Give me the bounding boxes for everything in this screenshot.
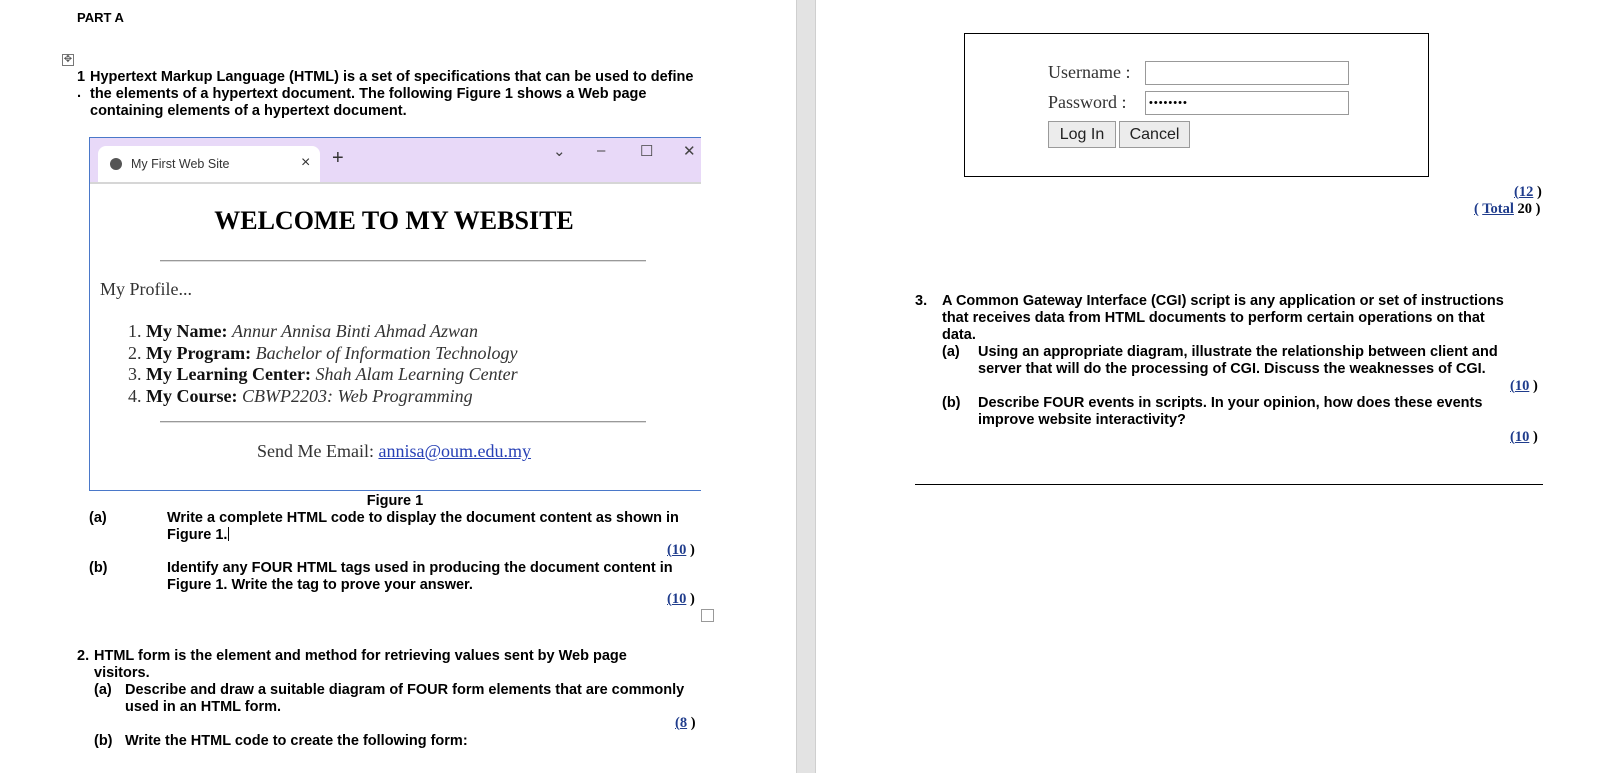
- q3a-marks: (10 ): [1510, 378, 1538, 394]
- q1-text-line-2: the elements of a hypertext document. The following Figure 1 shows a Web page: [90, 86, 647, 102]
- cancel-button[interactable]: Cancel: [1119, 121, 1190, 148]
- q3b-line-2: improve website interactivity?: [978, 412, 1186, 428]
- website-heading: WELCOME TO MY WEBSITE: [214, 206, 574, 235]
- tab-list-chevron-icon[interactable]: ⌄: [553, 143, 566, 160]
- q1b-marks: (10 ): [667, 591, 695, 607]
- figure-1-browser-window: [89, 137, 701, 491]
- q3b-label: (b): [942, 395, 961, 411]
- email-link[interactable]: annisa@oum.edu.my: [378, 441, 532, 461]
- list-item: 1. My Name: Annur Annisa Binti Ahmad Azwan: [128, 321, 478, 341]
- log-in-button[interactable]: Log In: [1048, 121, 1116, 148]
- table-resize-handle-icon[interactable]: [701, 609, 714, 622]
- browser-tab[interactable]: [98, 146, 320, 182]
- address-divider: [90, 182, 701, 184]
- list-item: 3. My Learning Center: Shah Alam Learning Center: [128, 364, 518, 384]
- password-input[interactable]: ••••••••: [1145, 91, 1349, 115]
- q1-dot: .: [77, 85, 82, 101]
- q3b-line-1: Describe FOUR events in scripts. In your opinion, how does these events: [978, 395, 1483, 411]
- list-item: 4. My Course: CBWP2203: Web Programming: [128, 385, 473, 406]
- q1b-label: (b): [89, 560, 108, 576]
- q3a-label: (a): [942, 344, 960, 360]
- profile-list: [128, 321, 518, 407]
- q1a-label: (a): [89, 510, 107, 526]
- total-marks: ( Total 20 ): [1474, 201, 1541, 217]
- list-item: 2. My Program: Bachelor of Information Technology: [128, 342, 518, 363]
- q3a-line-1: Using an appropriate diagram, illustrate the relationship between client and: [978, 344, 1498, 360]
- figure-1-caption: Figure 1: [366, 493, 424, 509]
- left-page: [0, 0, 796, 773]
- section-divider: [915, 484, 1543, 485]
- q1a-marks: (10 ): [667, 542, 695, 558]
- q2a-label: (a): [94, 682, 112, 698]
- q1b-line-2: Figure 1. Write the tag to prove your answer.: [167, 577, 473, 593]
- tab-close-icon[interactable]: ×: [301, 154, 311, 171]
- q2-line-2: visitors.: [94, 665, 150, 681]
- login-form-figure: [964, 33, 1429, 177]
- new-tab-icon[interactable]: +: [332, 147, 344, 169]
- username-label: Username :: [1048, 62, 1131, 82]
- horizontal-rule-top: [160, 260, 646, 262]
- browser-tab-bar: [90, 138, 701, 182]
- horizontal-rule-bottom: [160, 421, 646, 423]
- q1b-line-1: Identify any FOUR HTML tags used in producing the document content in: [167, 560, 673, 576]
- q2b-marks: (12 ): [1514, 184, 1542, 200]
- text-cursor: [228, 527, 229, 541]
- table-move-handle-icon[interactable]: ✥: [63, 54, 73, 65]
- maximize-icon[interactable]: ☐: [640, 143, 654, 160]
- username-input[interactable]: [1145, 61, 1349, 85]
- q3-line-3: data.: [942, 327, 976, 343]
- q3-line-2: that receives data from HTML documents to perform certain operations on that: [942, 310, 1485, 326]
- q2-line-1: HTML form is the element and method for retrieving values sent by Web page: [94, 648, 627, 664]
- profile-label: My Profile...: [100, 279, 192, 299]
- minimize-icon[interactable]: –: [597, 142, 606, 159]
- q2a-marks: (8 ): [675, 715, 696, 731]
- page-gutter: [796, 0, 816, 773]
- globe-icon: [110, 158, 122, 170]
- part-label: PART A: [77, 10, 124, 25]
- q1-text-line-3: containing elements of a hypertext document.: [90, 103, 407, 119]
- q1a-line-2: Figure 1.: [167, 527, 228, 543]
- q2a-line-1: Describe and draw a suitable diagram of FOUR form elements that are commonly: [125, 682, 685, 698]
- close-window-icon[interactable]: ✕: [683, 143, 696, 160]
- q3-number: 3.: [915, 293, 928, 309]
- q3b-marks: (10 ): [1510, 429, 1538, 445]
- q2b-label: (b): [94, 733, 113, 749]
- q2-number: 2.: [77, 648, 90, 664]
- email-line: Send Me Email: annisa@oum.edu.my: [256, 441, 532, 461]
- password-label: Password :: [1048, 92, 1127, 112]
- q3a-line-2: server that will do the processing of CGI. Discuss the weaknesses of CGI.: [978, 361, 1486, 377]
- q2b-text: Write the HTML code to create the following form:: [125, 733, 468, 749]
- q1a-line-1: Write a complete HTML code to display the document content as shown in: [167, 510, 679, 526]
- q1-text-line-1: Hypertext Markup Language (HTML) is a set of specifications that can be used to define: [90, 69, 694, 85]
- q3-line-1: A Common Gateway Interface (CGI) script is any application or set of instructions: [942, 293, 1504, 309]
- tab-title: My First Web Site: [131, 157, 230, 171]
- q2a-line-2: used in an HTML form.: [125, 699, 282, 715]
- q1-number: 1: [77, 69, 86, 85]
